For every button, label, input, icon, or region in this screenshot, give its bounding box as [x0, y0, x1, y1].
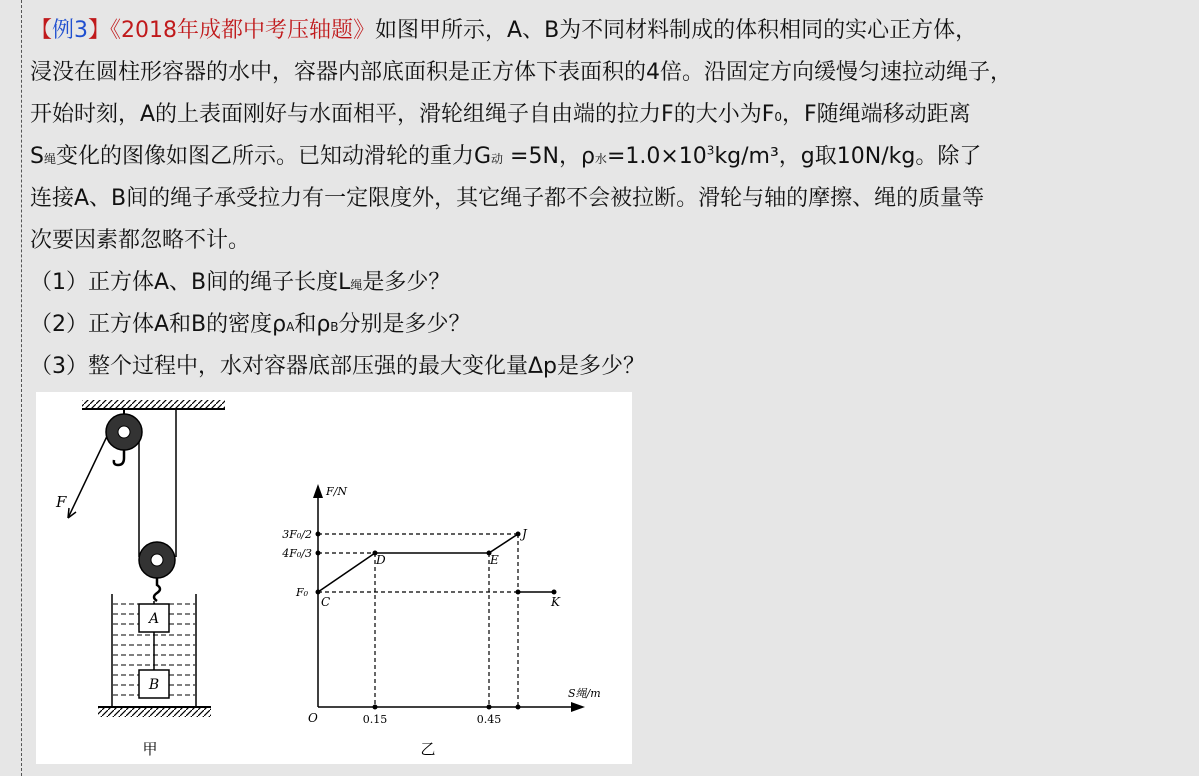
- fixed-pulley-axle: [118, 426, 130, 438]
- figure-yi-caption: 乙: [420, 740, 436, 758]
- origin-label: O: [308, 711, 318, 725]
- subscript-0: 0: [774, 110, 783, 124]
- line3-text-b: ，F随绳端移动距离: [782, 102, 971, 127]
- subscript-shui: 水: [594, 152, 607, 166]
- q1-text-a: （1）正方体A、B间的绳子长度L: [30, 270, 351, 295]
- moving-pulley-axle: [151, 554, 163, 566]
- subscript-dong: 动: [491, 152, 504, 166]
- problem-line-2: [30, 52, 1190, 94]
- floor-hatch: [98, 708, 211, 717]
- problem-line-3: [30, 94, 1190, 136]
- rope-free-end: [68, 432, 109, 518]
- point-j-label: J: [522, 527, 527, 541]
- tick-dot-j-foot: [516, 705, 521, 710]
- curve-c-d-e-j: [318, 534, 518, 592]
- q2-text-b: 和ρ: [294, 312, 331, 337]
- line3-text-a: 开始时刻，A的上表面刚好与水面相平，滑轮组绳子自由端的拉力F的大小为F: [30, 102, 775, 127]
- example-tag: 例3: [52, 18, 89, 43]
- q1-subscript: 绳: [350, 278, 363, 292]
- point-j: [516, 532, 521, 537]
- q2-text-a: （2）正方体A和B的密度ρ: [30, 312, 287, 337]
- tag-close: 】: [88, 18, 111, 43]
- tick-dot-4f0-3: [316, 551, 321, 556]
- problem-source: 《2018年成都中考压轴题》: [110, 18, 376, 43]
- q2-subscript-a: A: [286, 320, 295, 334]
- figure-jia-caption: 甲: [142, 740, 158, 758]
- point-c: [316, 590, 321, 595]
- point-k-label: K: [551, 595, 560, 609]
- question-3: [30, 346, 1190, 388]
- tick-dot-f0-mid: [516, 590, 521, 595]
- question-1: [30, 262, 1190, 304]
- problem-text: [30, 10, 1190, 388]
- tick-label-3f0-2: 3F₀/2: [282, 528, 312, 541]
- point-d-label: D: [376, 553, 386, 567]
- moving-pulley-hook-icon: [154, 578, 160, 601]
- point-e-label: E: [490, 553, 499, 567]
- line4-text-d: =1.0×10: [606, 144, 707, 169]
- graph-points: [316, 532, 557, 710]
- tick-dot-045: [487, 705, 492, 710]
- tick-dot-015: [373, 705, 378, 710]
- problem-line-1: [30, 10, 1190, 52]
- tick-dot-3f0-2: [316, 532, 321, 537]
- tick-label-015: 0.15: [362, 713, 388, 726]
- force-distance-graph: [281, 484, 600, 758]
- subscript-sheng: 绳: [43, 152, 56, 166]
- ceiling-hatch: [82, 400, 225, 409]
- line4-text-c: =5N，ρ: [503, 144, 595, 169]
- problem-line-5: [30, 178, 1190, 220]
- dashed-margin-line: [21, 0, 22, 776]
- figure-svg: [36, 392, 632, 764]
- q2-subscript-b: B: [330, 320, 339, 334]
- question-2: [30, 304, 1190, 346]
- y-axis-arrow-icon: [313, 484, 323, 498]
- problem-line-4: [30, 136, 1190, 178]
- x-axis-arrow-icon: [571, 702, 585, 712]
- pulley-apparatus: [55, 400, 225, 758]
- tick-label-045: 0.45: [476, 713, 502, 726]
- line4-text-a: S: [30, 144, 44, 169]
- line4-text-e: kg/m³，g取10N/kg。除了: [714, 144, 982, 169]
- tick-label-4f0-3: 4F₀/3: [282, 547, 312, 560]
- point-k: [552, 590, 557, 595]
- line5-text: 连接A、B间的绳子承受拉力有一定限度外，其它绳子都不会被拉断。滑轮与轴的摩擦、绳的质量等: [30, 186, 985, 211]
- point-c-label: C: [321, 595, 331, 609]
- guide-lines: [318, 534, 518, 707]
- fixed-pulley-hook-icon: [114, 450, 124, 465]
- superscript-3: 3: [706, 143, 715, 158]
- line4-text-b: 变化的图像如图乙所示。已知动滑轮的重力G: [55, 144, 492, 169]
- force-f-label: F: [56, 493, 67, 511]
- y-axis-label: F/N: [326, 485, 347, 498]
- q3-text: （3）整个过程中，水对容器底部压强的最大变化量Δp是多少？: [30, 354, 646, 379]
- q2-text-c: 分别是多少？: [338, 312, 471, 337]
- block-a-label: A: [148, 611, 160, 627]
- tick-label-f0: F₀: [295, 586, 308, 599]
- block-b-label: B: [148, 677, 160, 693]
- line6-text: 次要因素都忽略不计。: [30, 228, 251, 253]
- line1-text: 如图甲所示，A、B为不同材料制成的体积相同的实心正方体，: [375, 18, 978, 43]
- x-axis-label: S绳/m: [568, 687, 601, 700]
- problem-line-6: [30, 220, 1190, 262]
- q1-text-b: 是多少？: [362, 270, 451, 295]
- figure-panel: [36, 392, 632, 764]
- tag-open: 【: [30, 18, 53, 43]
- line2-text: 浸没在圆柱形容器的水中，容器内部底面积是正方体下表面积的4倍。沿固定方向缓慢匀速拉动绳子，: [30, 60, 1013, 85]
